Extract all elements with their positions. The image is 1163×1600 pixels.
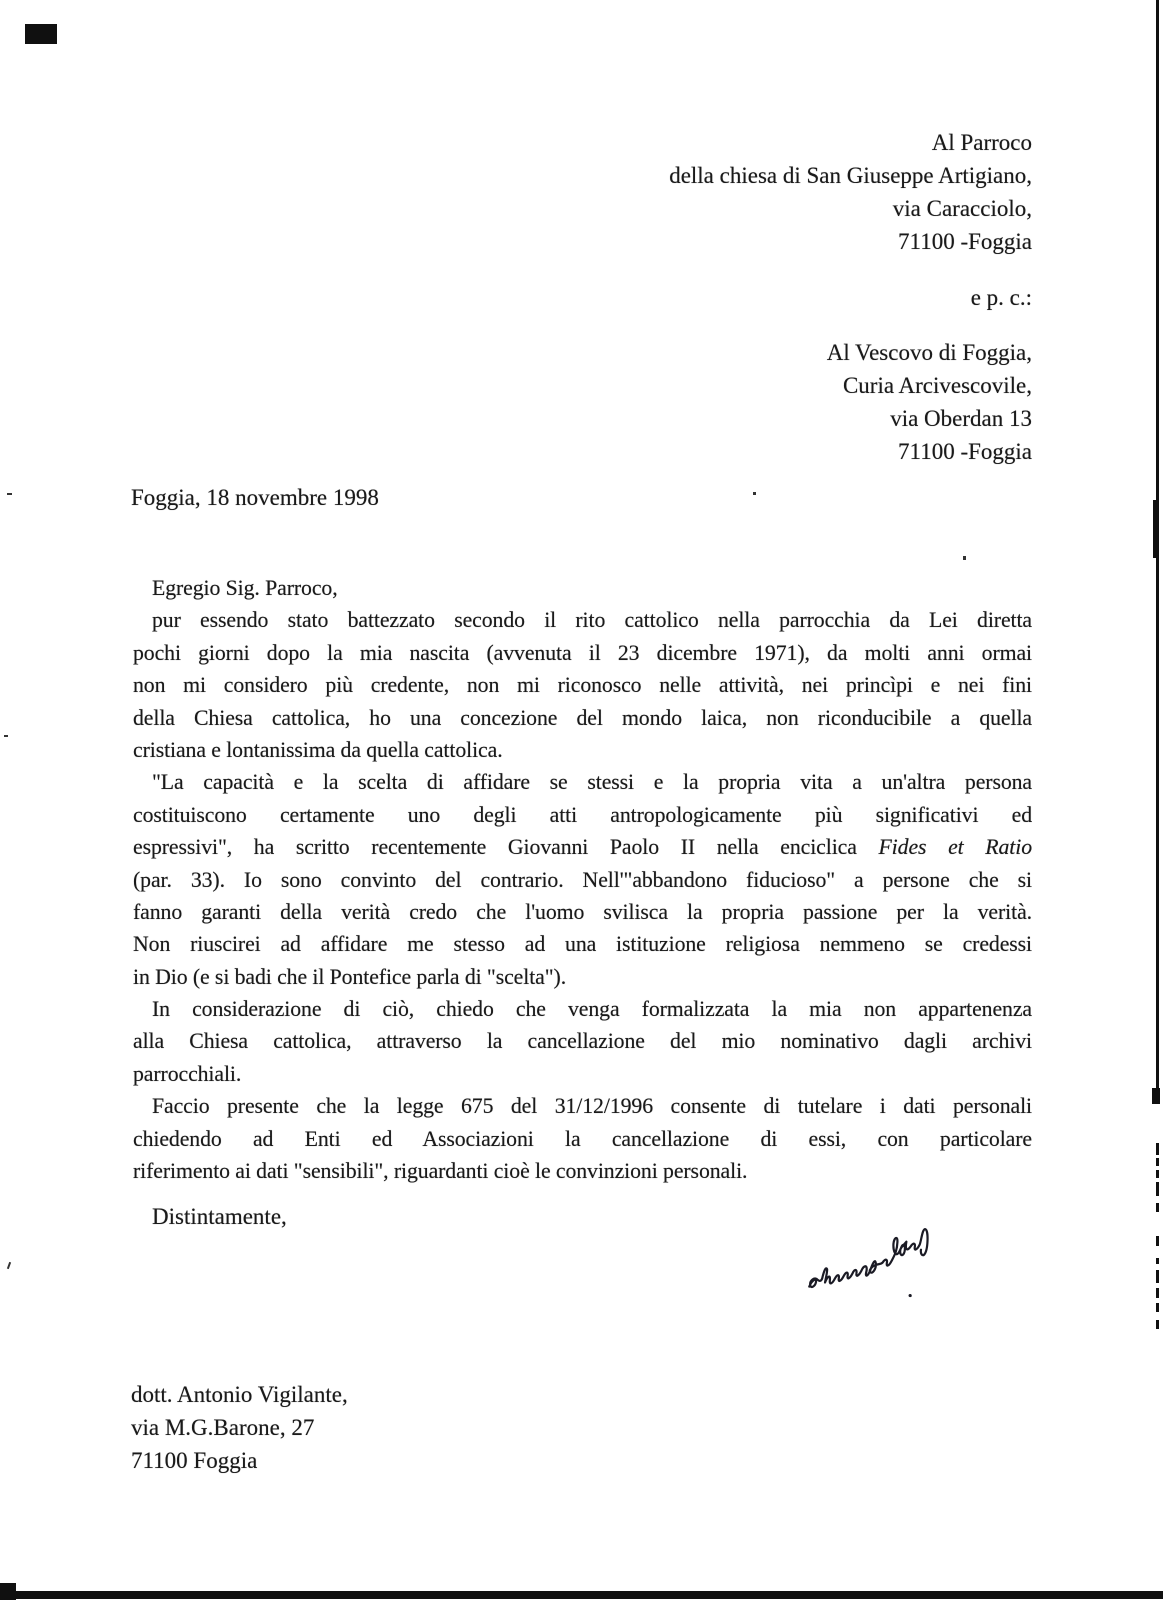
scan-edge-dash xyxy=(1156,1270,1159,1283)
scan-speck xyxy=(7,1262,11,1269)
text-line: via M.G.Barone, 27 xyxy=(131,1415,315,1440)
body-line: alla Chiesa cattolica, attraverso la cancellazione del mio nominativo dagli archivi xyxy=(133,1029,1032,1054)
body-line: Faccio presente che la legge 675 del 31/12/1996 consente di tutelare i dati personali xyxy=(152,1094,1032,1119)
body-line: (par. 33). Io sono convinto del contrario. Nell'"abbandono fiducioso" a persone che si xyxy=(133,867,1032,892)
scan-edge-dash xyxy=(1156,1288,1159,1298)
text-line: e p. c.: xyxy=(970,285,1032,310)
closing: Distintamente, xyxy=(152,1204,287,1229)
cc-label xyxy=(133,281,1032,314)
body-line: "La capacità e la scelta di affidare se stessi e la propria vita a un'altra persona xyxy=(152,770,1032,795)
scan-edge-dash xyxy=(1156,1258,1159,1264)
scan-edge-blob xyxy=(1153,500,1159,558)
body-line xyxy=(133,831,1032,863)
text-line: 71100 Foggia xyxy=(131,1448,258,1473)
scan-edge-dash xyxy=(1156,1170,1159,1178)
text-line: Curia Arcivescovile, xyxy=(842,373,1032,398)
paragraph xyxy=(133,604,1032,766)
text-line: Al Vescovo di Foggia, xyxy=(826,340,1032,365)
scan-edge-dash xyxy=(1156,1143,1159,1155)
italic-text: Fides et Ratio xyxy=(878,835,1032,860)
body-line: parrocchiali. xyxy=(133,1061,242,1086)
text-line: 71100 -Foggia xyxy=(898,439,1032,464)
body-line: In considerazione di ciò, chiedo che venga formalizzata la mia non appartenenza xyxy=(152,997,1032,1022)
scan-edge-dash xyxy=(1156,1320,1159,1329)
text-line: 71100 -Foggia xyxy=(898,229,1032,254)
letter-body-paragraphs xyxy=(133,604,1032,1187)
scan-edge-dash xyxy=(1156,1303,1159,1312)
letter-body xyxy=(133,572,1032,1187)
scan-bottom-nub xyxy=(0,1583,16,1600)
text-line: Al Parroco xyxy=(931,130,1032,155)
scan-speck xyxy=(4,735,8,737)
recipient-address-block xyxy=(133,126,1032,258)
handwritten-signature xyxy=(795,1217,1010,1313)
text-segment: espressivi", ha scritto recentemente Giovanni Paolo II nella enciclica xyxy=(133,835,879,860)
body-line: pur essendo stato battezzato secondo il rito cattolico nella parrocchia da Lei diretta xyxy=(152,608,1032,633)
body-line: fanno garanti della verità credo che l'uomo svilisca la propria passione per la verità. xyxy=(133,899,1032,924)
text-line: via Caracciolo, xyxy=(892,196,1032,221)
scan-edge-blob xyxy=(1152,1088,1160,1104)
text-line: della chiesa di San Giuseppe Artigiano, xyxy=(669,163,1032,188)
text-line: via Oberdan 13 xyxy=(890,406,1032,431)
scan-speck xyxy=(753,492,756,495)
paragraph xyxy=(133,1090,1032,1187)
dateline: Foggia, 18 novembre 1998 xyxy=(131,485,379,510)
scan-speck xyxy=(963,556,966,560)
body-line: pochi giorni dopo la mia nascita (avvenuta il 23 dicembre 1971), da molti anni ormai xyxy=(133,640,1032,665)
body-line: costituiscono certamente uno degli atti antropologicamente più significativi ed xyxy=(133,802,1032,827)
body-line: chiedendo ad Enti ed Associazioni la cancellazione di essi, con particolare xyxy=(133,1126,1032,1151)
paragraph xyxy=(133,993,1032,1090)
scan-bottom-bar xyxy=(0,1591,1163,1599)
cc-address-block xyxy=(133,336,1032,468)
body-line: Non riuscirei ad affidare me stesso ad una istituzione religiosa nemmeno se credessi xyxy=(133,932,1032,957)
body-line: della Chiesa cattolica, ho una concezione del mondo laica, non riconducibile a quella xyxy=(133,705,1032,730)
scan-edge-dash xyxy=(1156,1203,1159,1212)
scan-edge-dash xyxy=(1156,1236,1159,1246)
body-line: cristiana e lontanissima da quella cattolica. xyxy=(133,737,503,762)
scan-edge-dash xyxy=(1156,1182,1159,1196)
scan-edge-dash xyxy=(1156,1158,1159,1166)
scan-corner-mark xyxy=(25,24,57,44)
scan-speck xyxy=(7,493,12,495)
body-line: in Dio (e si badi che il Pontefice parla di "scelta"). xyxy=(133,964,567,989)
text-line: dott. Antonio Vigilante, xyxy=(131,1382,348,1407)
paragraph xyxy=(133,766,1032,993)
salutation: Egregio Sig. Parroco, xyxy=(152,576,338,600)
body-line: riferimento ai dati "sensibili", riguardanti cioè le convinzioni personali. xyxy=(133,1159,748,1184)
body-line: non mi considero più credente, non mi riconosco nelle attività, nei princìpi e nei fini xyxy=(133,673,1032,698)
sender-address-block xyxy=(131,1378,348,1477)
